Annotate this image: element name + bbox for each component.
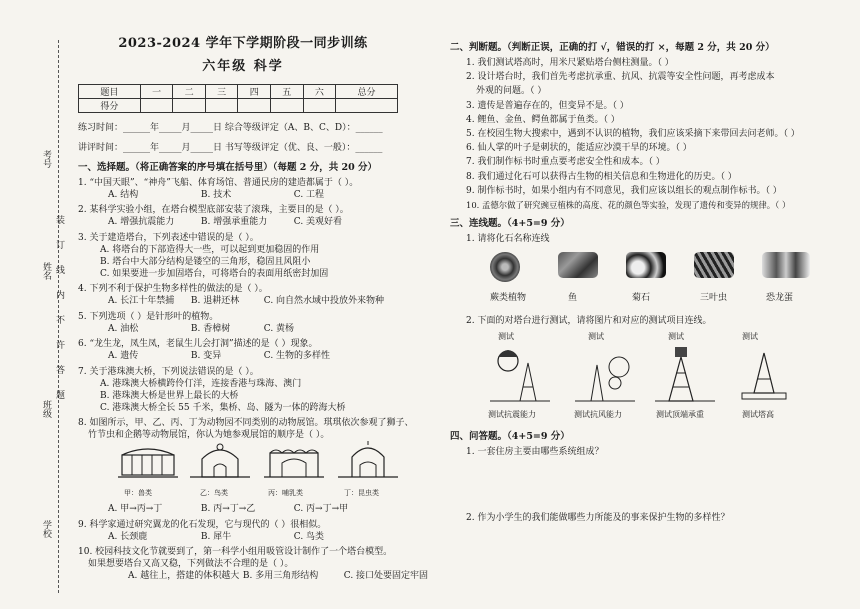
weight-test-image bbox=[655, 343, 715, 405]
binding-char: 装 bbox=[54, 215, 64, 224]
question: 1. “中国天眼”、“神舟”飞船、体育场馆、普通民房的建造都属于（ ）。 bbox=[78, 177, 359, 188]
option: A. 长颈鹿 bbox=[108, 531, 148, 542]
binding-char: 答 bbox=[54, 365, 64, 374]
option: B. 塔台中大部分结构是镂空的三角形，稳固且风阻小 bbox=[100, 256, 311, 267]
exam-title: 2023-2024 学年下学期阶段一同步训练 bbox=[118, 36, 368, 51]
zoo-building-ding bbox=[338, 441, 398, 485]
options-row bbox=[108, 503, 408, 515]
shake-table-image bbox=[734, 343, 794, 405]
question-continued: 竹节虫和企鹅等动物展馆，你认为她参观展馆的顺序是（ ）。 bbox=[88, 430, 330, 440]
option: C. 黄杨 bbox=[263, 323, 295, 334]
question: 9. 科学家通过研究翼龙的化石发现，它与现代的（ ）很相似。 bbox=[78, 519, 327, 530]
judge-item: 3. 遗传是普遍存在的，但变异不是。（ ） bbox=[466, 100, 629, 111]
qa-question: 2. 作为小学生的我们能做哪些力所能及的事来保护生物的多样性？ bbox=[466, 512, 730, 523]
binding-char: 内 bbox=[54, 290, 64, 299]
option: B. 变异 bbox=[190, 351, 222, 361]
left-column bbox=[78, 32, 429, 582]
option: C. 工程 bbox=[293, 189, 325, 200]
judge-item: 10. 孟德尔做了研究豌豆植株的高度、花的颜色等实验，发现了遗传和变异的规律。（ ） bbox=[466, 200, 791, 211]
kid-with-tower-image bbox=[490, 343, 550, 405]
option: A. 越往上，搭建的体积越大 bbox=[128, 571, 240, 581]
options-row bbox=[108, 350, 408, 362]
zoo-label: 丙：哺乳类 bbox=[268, 489, 303, 497]
options-row bbox=[108, 189, 408, 201]
xingming-label: 姓名 bbox=[41, 262, 51, 280]
option: B. 丙→丁→乙 bbox=[200, 504, 256, 514]
zoo-building-bing bbox=[264, 441, 324, 485]
option: B. 退耕还林 bbox=[190, 296, 240, 306]
qa-question: 1. 一套住房主要由哪些系统组成？ bbox=[466, 446, 604, 457]
option: C. 丙→丁→甲 bbox=[293, 504, 349, 514]
binding-char: 线 bbox=[54, 265, 64, 274]
score-cell: 题目 bbox=[79, 85, 141, 99]
option: C. 港珠澳大桥全长 55 千米，集桥、岛、隧为一体的跨海大桥 bbox=[100, 402, 346, 413]
fossil-pictures bbox=[450, 248, 845, 308]
score-input-cell[interactable] bbox=[336, 99, 398, 113]
option: C. 鸟类 bbox=[293, 531, 325, 542]
matching-question: 1. 请将化石名称连线 bbox=[466, 234, 550, 245]
score-cell: 三 bbox=[205, 85, 238, 99]
question: 4. 下列不利于保护生物多样性的做法的是（ ）。 bbox=[78, 284, 268, 294]
question: 2. 某科学实验小组，在塔台模型底部安装了滚珠，主要目的是（ ）。 bbox=[78, 205, 349, 215]
fossil-fern-image bbox=[694, 252, 734, 278]
options-row bbox=[108, 295, 408, 307]
question: 10. 校园科技文化节就要到了，第一科学小组用吸管设计制作了一个塔台模型。 bbox=[78, 547, 393, 557]
score-input-cell[interactable] bbox=[205, 99, 238, 113]
right-column bbox=[450, 40, 845, 525]
test-blank-label: 测试 bbox=[588, 331, 604, 341]
option: B. 港珠澳大桥是世界上最长的大桥 bbox=[100, 390, 239, 401]
score-input-cell[interactable] bbox=[303, 99, 336, 113]
option: A. 长江十年禁捕 bbox=[108, 296, 175, 306]
fan-test-image bbox=[575, 343, 635, 405]
xuexiao-label: 学校 bbox=[41, 520, 51, 538]
question: 3. 关于建造塔台，下列表述中错误的是（ ）。 bbox=[78, 232, 259, 243]
practice-time-line: 练习时间：______年_____月_____日 综合等级评定（A、B、C、D）：______ bbox=[78, 123, 383, 133]
zoo-building-jia bbox=[118, 441, 178, 485]
option: B. 增强承重能力 bbox=[200, 217, 268, 227]
banji-label: 班级 bbox=[41, 400, 51, 418]
option: B. 犀牛 bbox=[200, 531, 232, 542]
score-input-cell[interactable] bbox=[173, 99, 206, 113]
option: C. 美观好看 bbox=[293, 217, 343, 227]
fossil-ammonite-image bbox=[490, 252, 520, 282]
question-continued: 如果想要塔台又高又稳，下列做法不合理的是（ ）。 bbox=[88, 559, 294, 569]
judge-item-continued: 外观的问题。（ ） bbox=[476, 86, 547, 97]
zoo-label: 甲：兽类 bbox=[124, 489, 152, 497]
option: C. 如果要进一步加固塔台，可将塔台的表面用纸密封加固 bbox=[100, 268, 329, 279]
score-cell: 二 bbox=[173, 85, 206, 99]
question: 6. “龙生龙，凤生凤，老鼠生儿会打洞”描述的是（ ）现象。 bbox=[78, 339, 318, 349]
answer-space[interactable] bbox=[450, 459, 845, 511]
fossil-fish-image bbox=[762, 252, 810, 278]
option: C. 接口处要固定牢固 bbox=[343, 571, 429, 581]
options-row bbox=[108, 216, 408, 228]
binding-char: 不 bbox=[54, 315, 64, 324]
option: B. 多用三角形结构 bbox=[242, 571, 319, 581]
question: 7. 关于港珠澳大桥，下列说法错误的是（ ）。 bbox=[78, 366, 259, 377]
test-item-name: 测试顶端承重 bbox=[656, 409, 704, 419]
option: A. 油松 bbox=[108, 323, 139, 334]
options-row bbox=[128, 570, 429, 582]
score-cell: 得分 bbox=[79, 99, 141, 113]
judge-item: 6. 仙人掌的叶子是刺状的，能适应沙漠干旱的环境。（ ） bbox=[466, 143, 692, 154]
option: A. 港珠澳大桥横跨伶仃洋，连接香港与珠海、澳门 bbox=[100, 378, 302, 389]
kaohao-label: 考号 bbox=[41, 150, 51, 168]
option: A. 遗传 bbox=[108, 351, 139, 361]
section4-title: 四、问答题。（4+5=9 分） bbox=[450, 430, 570, 442]
judge-item: 5. 在校园生物大搜索中，遇到不认识的植物，我们应该采摘下来带回去问老师。（ ） bbox=[466, 129, 800, 140]
test-blank-label: 测试 bbox=[742, 331, 758, 341]
options-row bbox=[108, 323, 408, 335]
judge-item: 9. 制作标书时，如果小组内有不同意见，我们应该以组长的观点制作标书。（ ） bbox=[466, 185, 782, 196]
review-time-line: 讲评时间：______年_____月_____日 书写等级评定（优、良、一般）：______ bbox=[78, 143, 383, 153]
test-blank-label: 测试 bbox=[498, 331, 514, 341]
test-item-name: 测试抗风能力 bbox=[574, 409, 622, 419]
test-item-name: 测试塔高 bbox=[742, 409, 774, 419]
judge-item: 7. 我们制作标书时重点要考虑安全性和成本。（ ） bbox=[466, 157, 665, 168]
exam-subtitle: 六年级 科学 bbox=[202, 59, 284, 74]
judge-item: 1. 我们测试塔高时，用米尺紧贴塔台侧柱测量。（ ） bbox=[466, 58, 674, 68]
tower-test-pictures bbox=[450, 329, 845, 439]
option: B. 香樟树 bbox=[190, 323, 231, 334]
score-input-cell[interactable] bbox=[140, 99, 173, 113]
option: A. 增强抗震能力 bbox=[108, 217, 175, 227]
binding-char: 题 bbox=[54, 390, 64, 399]
score-cell: 四 bbox=[238, 85, 271, 99]
score-input-cell[interactable] bbox=[238, 99, 271, 113]
test-blank-label: 测试 bbox=[668, 331, 684, 341]
zoo-building-yi bbox=[190, 441, 250, 485]
fossil-name: 三叶虫 bbox=[700, 293, 728, 304]
score-input-cell[interactable] bbox=[271, 99, 304, 113]
option: C. 生物的多样性 bbox=[263, 351, 331, 361]
section2-title: 二、判断题。（判断正误，正确的打 √，错误的打 ×，每题 2 分，共 20 分） bbox=[450, 42, 775, 53]
section1-title: 一、选择题。（将正确答案的序号填在括号里）（每题 2 分，共 20 分） bbox=[78, 162, 378, 173]
judge-item: 8. 我们通过化石可以获得古生物的相关信息和生物进化的历史。（ ） bbox=[466, 171, 737, 182]
fossil-name: 鱼 bbox=[568, 293, 578, 304]
option: A. 甲→丙→丁 bbox=[108, 504, 163, 514]
zoo-label: 丁：昆虫类 bbox=[344, 489, 379, 497]
test-item-name: 测试抗震能力 bbox=[488, 409, 536, 419]
score-table bbox=[78, 84, 398, 113]
binding-char: 订 bbox=[54, 240, 64, 249]
fossil-dinosaur-egg-image bbox=[626, 252, 666, 278]
score-table-header-row bbox=[79, 85, 398, 99]
fossil-name: 菊石 bbox=[632, 293, 651, 304]
options-row bbox=[108, 531, 408, 543]
option: A. 结构 bbox=[108, 189, 139, 200]
fossil-name: 蕨类植物 bbox=[490, 293, 527, 304]
option: A. 将塔台的下部造得大一些，可以起到更加稳固的作用 bbox=[100, 244, 320, 255]
matching-question: 2. 下面的对塔台进行测试，请将图片和对应的测试项目连线。 bbox=[466, 316, 712, 327]
judge-item: 4. 鲤鱼、金鱼、鳄鱼都属于鱼类。（ ） bbox=[466, 114, 620, 125]
zoo-buildings bbox=[118, 441, 408, 503]
binding-char: 许 bbox=[54, 340, 64, 349]
option: B. 技术 bbox=[200, 189, 232, 200]
fossil-name: 恐龙蛋 bbox=[766, 293, 794, 304]
fossil-trilobite-image bbox=[558, 252, 598, 278]
score-cell: 五 bbox=[271, 85, 304, 99]
zoo-label: 乙：鸟类 bbox=[200, 489, 228, 497]
score-cell: 六 bbox=[303, 85, 336, 99]
score-cell: 一 bbox=[140, 85, 173, 99]
score-table-score-row bbox=[79, 99, 398, 113]
score-cell: 总分 bbox=[336, 85, 398, 99]
question: 8. 如图所示，甲、乙、丙、丁为动物园不同类别的动物展馆。琪琪依次参观了狮子、 bbox=[78, 418, 414, 428]
section3-title: 三、连线题。（4+5=9 分） bbox=[450, 218, 570, 230]
option: C. 向自然水域中投放外来物种 bbox=[263, 296, 385, 306]
question: 5. 下列选项（ ）是针形叶的植物。 bbox=[78, 311, 219, 322]
judge-item: 2. 设计塔台时，我们首先考虑抗承重、抗风、抗震等安全性问题，再考虑成本 bbox=[466, 72, 775, 83]
